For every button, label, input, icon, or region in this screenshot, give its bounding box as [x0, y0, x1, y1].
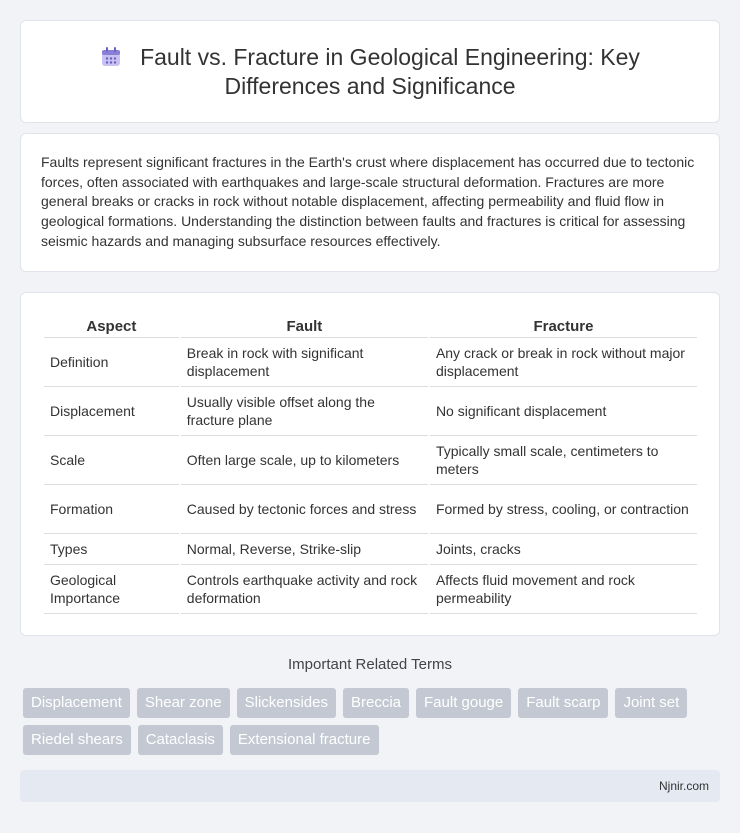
fault-cell: Break in rock with significant displacement [181, 338, 428, 387]
tag-joint-set[interactable]: Joint set [615, 688, 687, 718]
fault-cell: Normal, Reverse, Strike-slip [181, 534, 428, 565]
fault-cell: Often large scale, up to kilometers [181, 436, 428, 485]
comparison-table [42, 315, 699, 614]
fracture-cell: No significant displacement [430, 387, 697, 436]
table-row [44, 565, 697, 614]
header-card [20, 20, 720, 123]
tag-shear-zone[interactable]: Shear zone [137, 688, 230, 718]
tag-breccia[interactable]: Breccia [343, 688, 409, 718]
fracture-cell: Formed by stress, cooling, or contraction [430, 485, 697, 534]
fracture-cell: Joints, cracks [430, 534, 697, 565]
aspect-cell: Geological Importance [44, 565, 179, 614]
header-fault: Fault [181, 315, 428, 338]
fracture-cell: Typically small scale, centimeters to meters [430, 436, 697, 485]
fracture-cell: Any crack or break in rock without major displacement [430, 338, 697, 387]
page-title [61, 43, 679, 101]
tag-displacement[interactable]: Displacement [23, 688, 130, 718]
calendar-icon [100, 46, 122, 68]
comparison-card [20, 292, 720, 636]
fault-cell: Usually visible offset along the fracture plane [181, 387, 428, 436]
table-row [44, 436, 697, 485]
tag-riedel-shears[interactable]: Riedel shears [23, 725, 131, 755]
aspect-cell: Formation [44, 485, 179, 534]
table-header-row [44, 315, 697, 338]
tag-cataclasis[interactable]: Cataclasis [138, 725, 223, 755]
tag-fault-scarp[interactable]: Fault scarp [518, 688, 608, 718]
aspect-cell: Types [44, 534, 179, 565]
table-row [44, 387, 697, 436]
tag-extensional-fracture[interactable]: Extensional fracture [230, 725, 379, 755]
table-row [44, 534, 697, 565]
aspect-cell: Definition [44, 338, 179, 387]
header-fracture: Fracture [430, 315, 697, 338]
related-terms-heading: Important Related Terms [288, 656, 452, 673]
fault-cell: Caused by tectonic forces and stress [181, 485, 428, 534]
fault-cell: Controls earthquake activity and rock deformation [181, 565, 428, 614]
related-terms-list [23, 688, 723, 762]
table-row [44, 485, 697, 534]
page-title-text: Fault vs. Fracture in Geological Engineering: Key Differences and Significance [140, 44, 640, 99]
aspect-cell: Scale [44, 436, 179, 485]
tag-slickensides[interactable]: Slickensides [237, 688, 336, 718]
intro-card [20, 133, 720, 272]
footer-bar [20, 770, 720, 802]
fracture-cell: Affects fluid movement and rock permeability [430, 565, 697, 614]
tag-fault-gouge[interactable]: Fault gouge [416, 688, 511, 718]
table-row [44, 338, 697, 387]
header-aspect: Aspect [44, 315, 179, 338]
intro-paragraph: Faults represent significant fractures in the Earth's crust where displacement has occurred due to tectonic forces, often associated with earthquakes and large-scale structural deformation. Fractures are more general breaks or cracks in rock without notable displacement, affecting permeability and fluid flow in geological formations. Understanding the distinction between faults and fractures is critical for assessing seismic hazards and managing subsurface resources effectively. [41, 154, 695, 249]
footer-site-name[interactable]: Njnir.com [658, 779, 709, 793]
aspect-cell: Displacement [44, 387, 179, 436]
